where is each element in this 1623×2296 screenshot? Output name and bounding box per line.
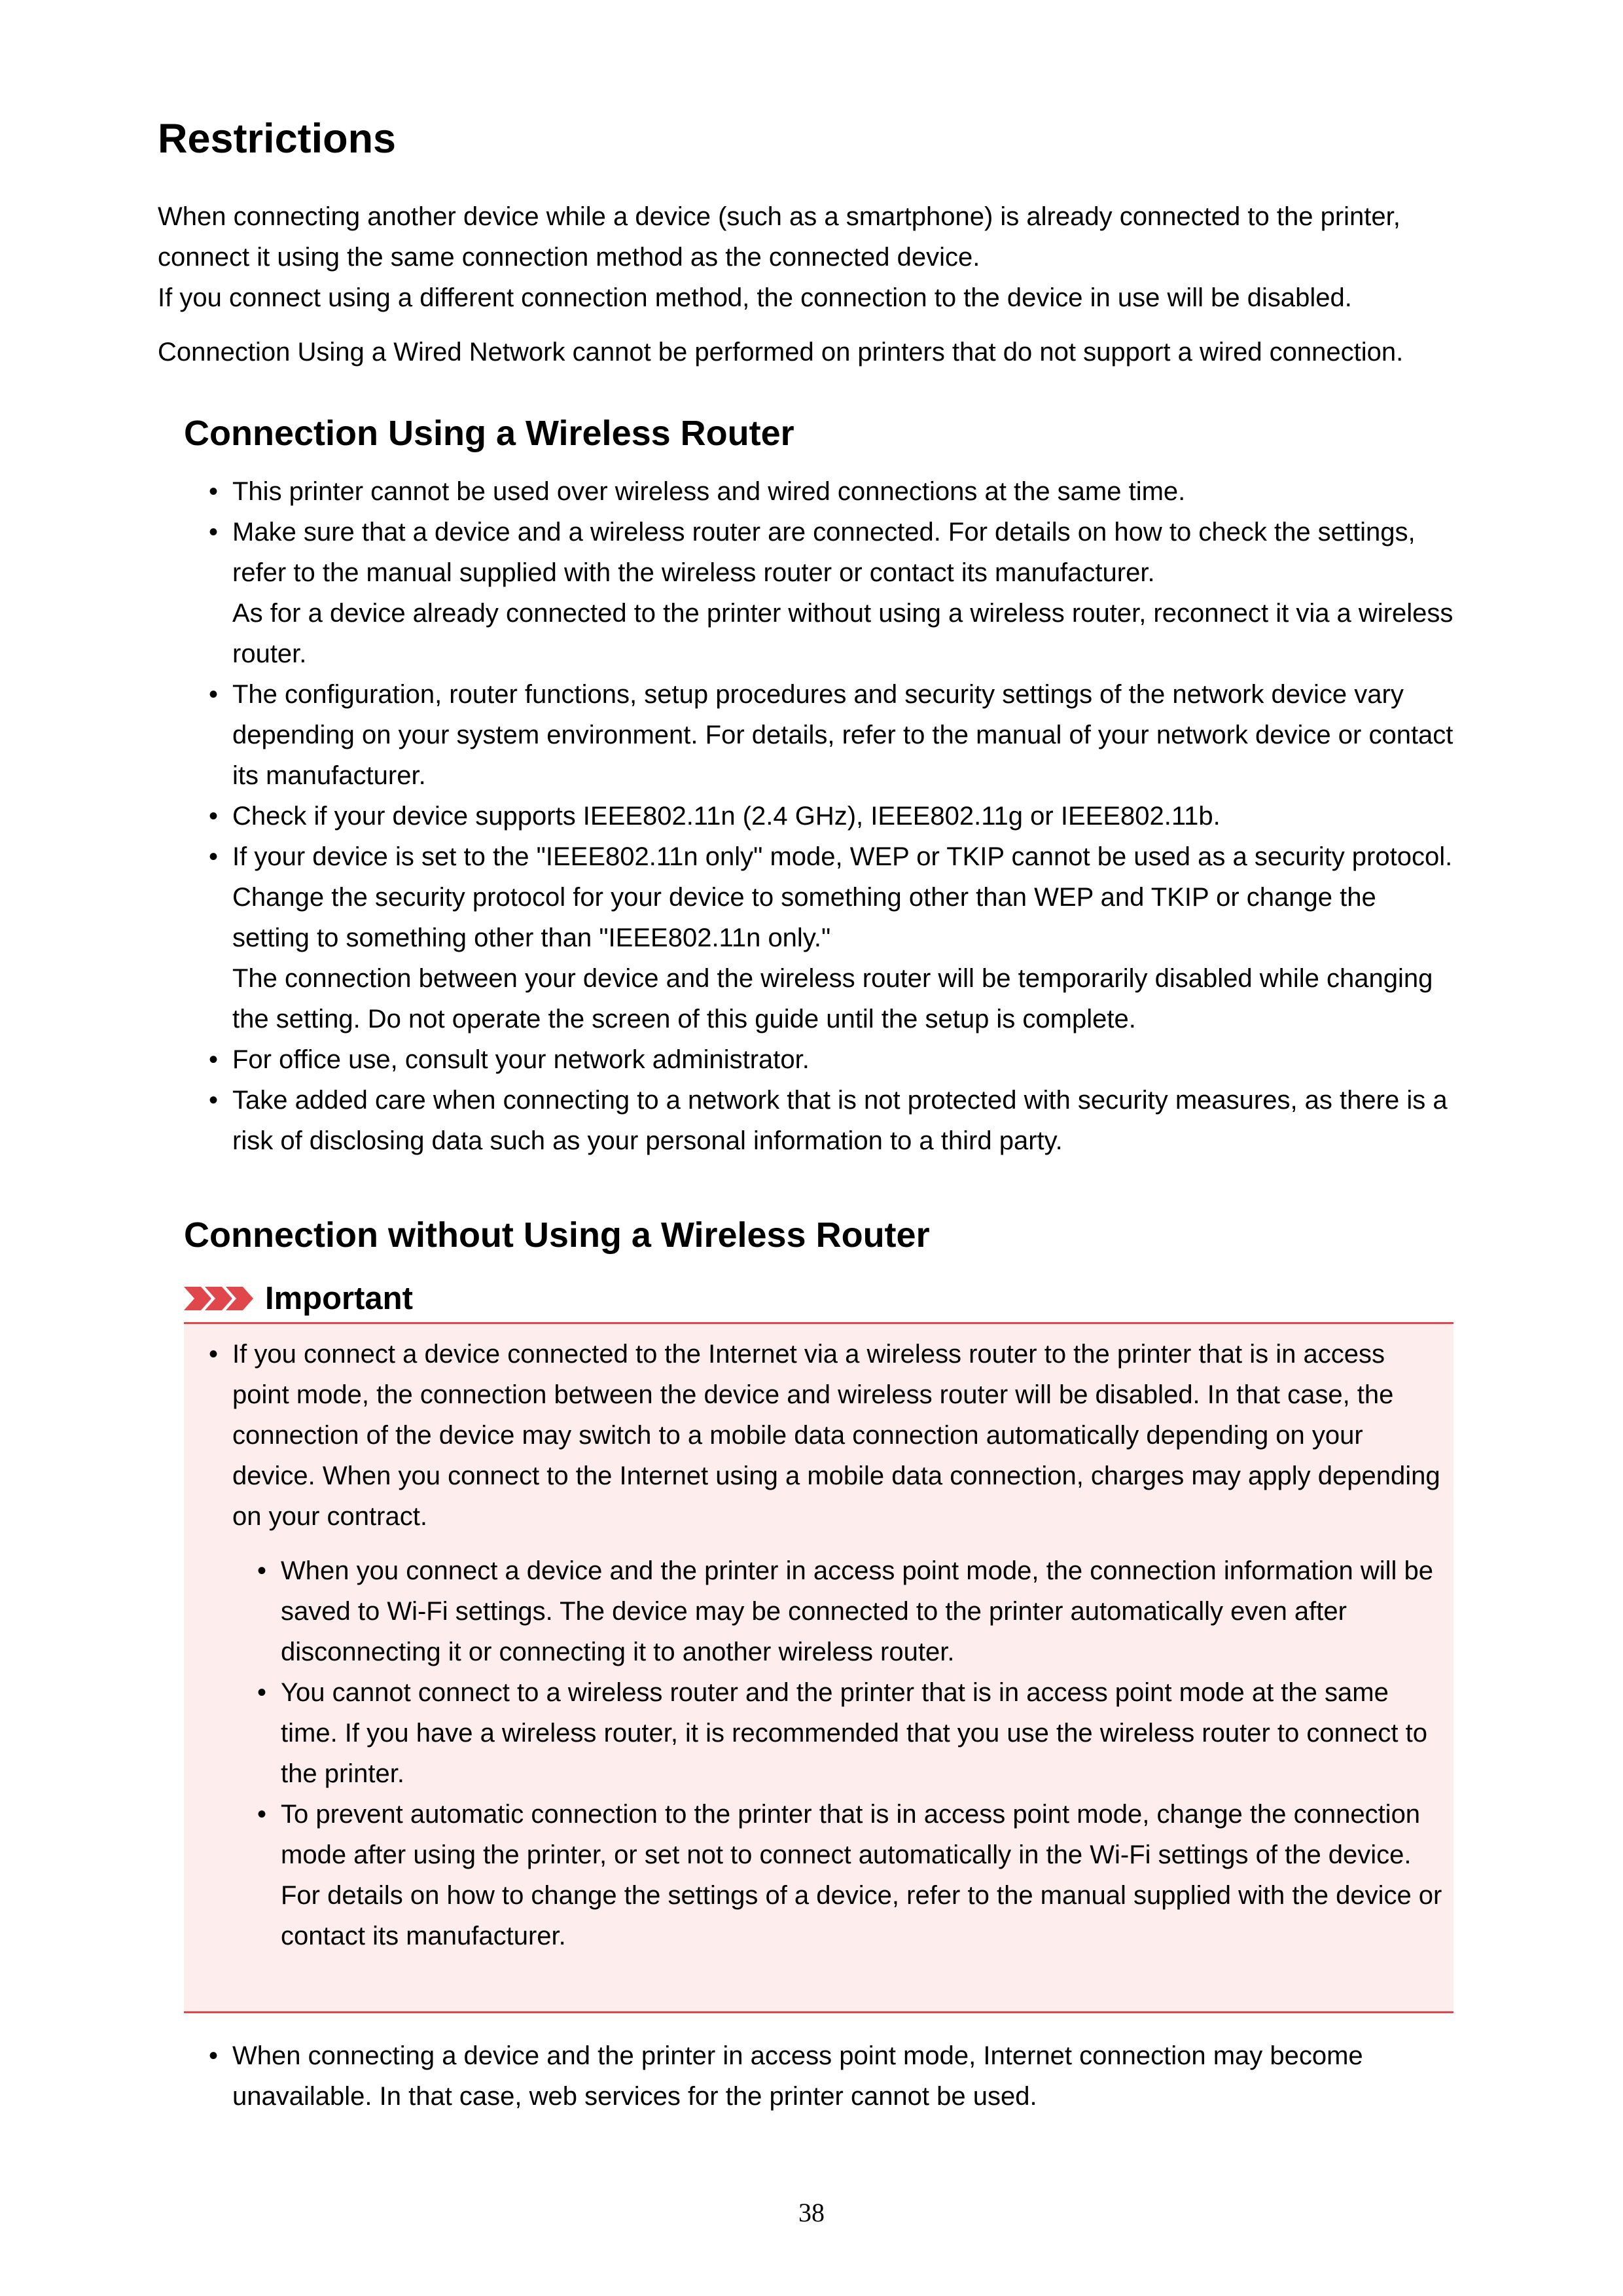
important-sublist — [232, 1551, 1450, 1956]
important-header — [184, 1275, 413, 1322]
list-item-text: If your device is set to the "IEEE802.11n only" mode, WEP or TKIP cannot be used as a security protocol. Change the security protocol for your device to something other than WEP and TKIP or change the setting to something other than "IEEE802.11n only." — [232, 842, 1453, 952]
list-item — [232, 1672, 1450, 1794]
list-item — [184, 836, 1454, 1039]
bullet-icon: • — [209, 1340, 219, 1369]
list-item — [232, 1794, 1450, 1956]
list-item-text: When you connect a device and the printer in access point mode, the connection information will be saved to Wi-Fi settings. The device may be connected to the printer automatically even after disconnecting it or connecting it to another wireless router. — [281, 1556, 1434, 1666]
bullet-icon: • — [209, 2041, 219, 2070]
list-item — [184, 2036, 1454, 2117]
list-item-note: For details on how to change the settings of a device, refer to the manual supplied with the device or contact its manufacturer. — [281, 1881, 1442, 1950]
list-item — [184, 471, 1454, 512]
bullet-icon: • — [257, 1800, 267, 1829]
list-item-text: If you connect a device connected to the Internet via a wireless router to the printer that is in access point mode, the connection between the device and wireless router will be disabled. In that case, the connection of the device may switch to a mobile data connection automatically depending on your device. When you connect to the Internet using a mobile data connection, charges may apply depending on your contract. — [232, 1340, 1440, 1531]
bullet-icon: • — [257, 1556, 267, 1585]
list-item-text: When connecting a device and the printer in access point mode, Internet connection may become unavailable. In that case, web services for the printer cannot be used. — [232, 2041, 1363, 2111]
access-point-list — [184, 2036, 1454, 2117]
list-item-text: To prevent automatic connection to the printer that is in access point mode, change the connection mode after using the printer, or set not to connect automatically in the Wi-Fi settings of the device. — [281, 1800, 1421, 1869]
bullet-icon: • — [209, 477, 219, 506]
list-item — [184, 674, 1454, 796]
intro-paragraph: If you connect using a different connection method, the connection to the device in use will be disabled. — [158, 283, 1352, 312]
list-item-text: Take added care when connecting to a network that is not protected with security measures, as there is a risk of disclosing data such as your personal information to a third party. — [232, 1086, 1448, 1155]
bullet-icon: • — [209, 842, 219, 871]
important-label: Important — [265, 1281, 413, 1316]
list-item — [184, 512, 1454, 674]
list-item-text: Make sure that a device and a wireless router are connected. For details on how to check the settings, refer to the manual supplied with the wireless router or contact its manufacturer. — [232, 518, 1416, 587]
list-item-text: For office use, consult your network administrator. — [232, 1045, 810, 1074]
wireless-router-list — [184, 471, 1454, 1161]
important-box — [184, 1322, 1454, 2013]
triple-chevron-icon — [184, 1285, 256, 1312]
list-item-note: The connection between your device and the wireless router will be temporarily disabled while changing the setting. Do not operate the screen of this guide until the setup is complete. — [232, 964, 1433, 1033]
bullet-icon: • — [209, 802, 219, 831]
page-title: Restrictions — [158, 116, 397, 162]
bullet-icon: • — [209, 518, 219, 547]
bullet-icon: • — [209, 1045, 219, 1074]
bullet-icon: • — [209, 680, 219, 709]
list-item-note: As for a device already connected to the printer without using a wireless router, reconnect it via a wireless router. — [232, 599, 1454, 668]
intro-paragraph: Connection Using a Wired Network cannot be performed on printers that do not support a wired connection. — [158, 338, 1404, 367]
list-item-text: This printer cannot be used over wireless and wired connections at the same time. — [232, 477, 1186, 506]
list-item — [232, 1551, 1450, 1672]
list-item-text: You cannot connect to a wireless router and the printer that is in access point mode at the same time. If you have a wireless router, it is recommended that you use the wireless router to connect to the printer. — [281, 1678, 1427, 1788]
list-item — [184, 1080, 1454, 1161]
list-item-text: The configuration, router functions, setup procedures and security settings of the network device vary depending on your system environment. For details, refer to the manual of your network device or contact its manufacturer. — [232, 680, 1454, 790]
list-item-text: Check if your device supports IEEE802.11n (2.4 GHz), IEEE802.11g or IEEE802.11b. — [232, 802, 1221, 831]
intro-text — [158, 196, 1480, 372]
list-item — [184, 1039, 1454, 1080]
section-title-without-wireless-router: Connection without Using a Wireless Router — [184, 1215, 930, 1255]
list-item — [184, 796, 1454, 836]
important-list — [184, 1334, 1447, 1537]
page-number: 38 — [798, 2198, 825, 2227]
section-title-wireless-router: Connection Using a Wireless Router — [184, 414, 794, 453]
bullet-icon: • — [257, 1678, 267, 1707]
list-item — [184, 1334, 1447, 1537]
intro-paragraph: When connecting another device while a device (such as a smartphone) is already connected to the printer, connect it using the same connection method as the connected device. — [158, 202, 1400, 272]
bullet-icon: • — [209, 1086, 219, 1115]
